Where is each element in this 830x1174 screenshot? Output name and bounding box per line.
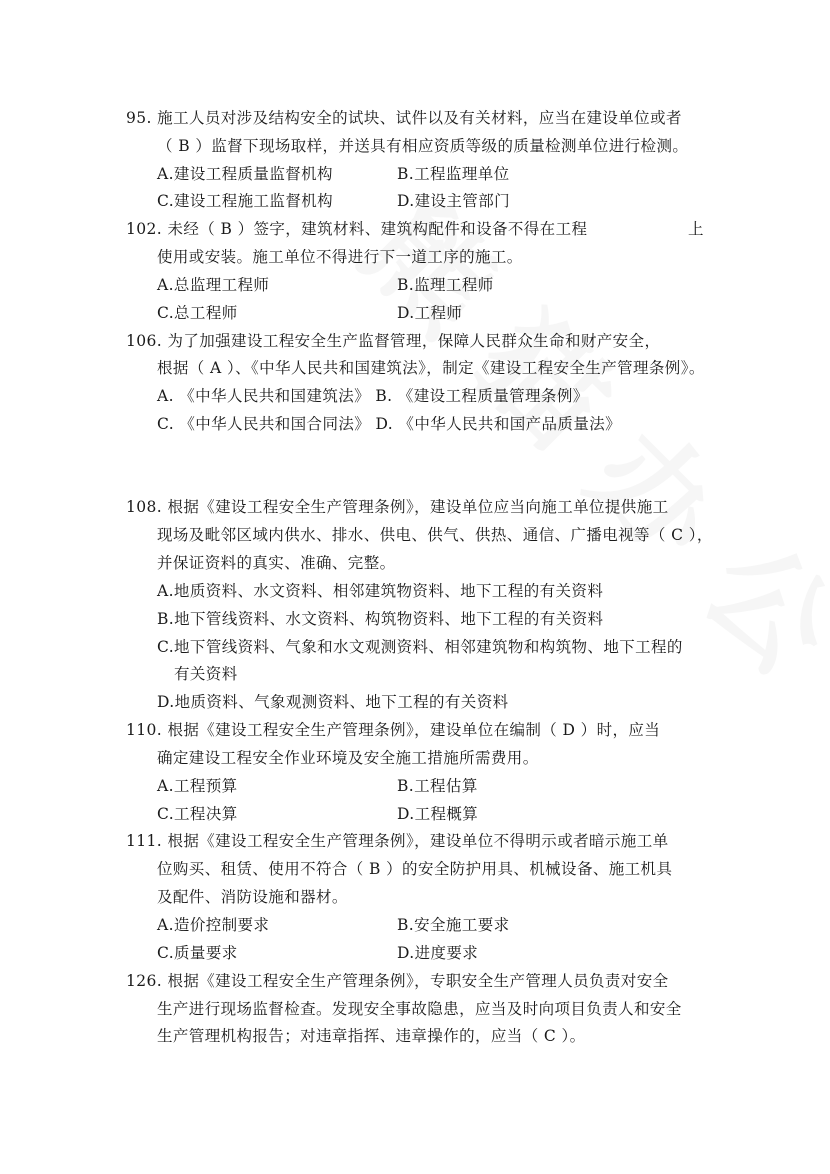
q95-option-a: A.建设工程质量监督机构 bbox=[157, 165, 333, 183]
q108-option-b: B.地下管线资料、水文资料、构筑物资料、地下工程的有关资料 bbox=[157, 610, 604, 628]
q108-option-c-cont: 有关资料 bbox=[174, 665, 238, 683]
q102-stem-line-1-end: 上 bbox=[688, 220, 704, 238]
q111-stem-line-2: 位购买、租赁、使用不符合（ B ）的安全防护用具、机械设备、施工机具 bbox=[157, 860, 673, 878]
q106-stem-line-2: 根据（ A ）、《中华人民共和国建筑法》，制定《建设工程安全生产管理条例》。 bbox=[157, 359, 705, 377]
q106-option-cd: C. 《中华人民共和国合同法》 D. 《中华人民共和国产品质量法》 bbox=[157, 415, 622, 433]
q126-stem-line-2: 生产进行现场监督检查。发现安全事故隐患，应当及时向项目负责人和安全 bbox=[157, 1000, 682, 1018]
q95-option-c: C.建设工程施工监督机构 bbox=[157, 192, 334, 210]
q95-option-d: D.建设主管部门 bbox=[397, 192, 511, 210]
q110-option-a: A.工程预算 bbox=[157, 777, 238, 795]
q126-stem-line-3: 生产管理机构报告；对违章指挥、违章操作的，应当（ C ）。 bbox=[157, 1027, 586, 1045]
q95-stem-line-2: （ B ）监督下现场取样，并送具有相应资质等级的质量检测单位进行检测。 bbox=[157, 137, 689, 155]
q126-stem-line-1: 126. 根据《建设工程安全生产管理条例》，专职安全生产管理人员负责对安全 bbox=[126, 972, 669, 990]
q108-stem-line-1: 108. 根据《建设工程安全生产管理条例》，建设单位应当向施工单位提供施工 bbox=[126, 498, 669, 516]
q108-option-a: A.地质资料、水文资料、相邻建筑物资料、地下工程的有关资料 bbox=[157, 582, 604, 600]
q102-option-b: B.监理工程师 bbox=[397, 276, 494, 294]
q108-option-c: C.地下管线资料、气象和水文观测资料、相邻建筑物和构筑物、地下工程的 bbox=[157, 638, 683, 656]
q110-option-d: D.工程概算 bbox=[397, 805, 479, 823]
q111-option-d: D.进度要求 bbox=[397, 944, 479, 962]
q108-stem-line-3: 并保证资料的真实、准确、完整。 bbox=[157, 554, 396, 572]
q106-option-ab: A. 《中华人民共和国建筑法》 B. 《建设工程质量管理条例》 bbox=[157, 387, 589, 405]
q108-option-d: D.地质资料、气象观测资料、地下工程的有关资料 bbox=[157, 693, 509, 711]
q102-stem-line-1: 102. 未经（ B ）签字，建筑材料、建筑构配件和设备不得在工程 bbox=[126, 220, 588, 238]
q111-stem-line-3: 及配件、消防设施和器材。 bbox=[157, 888, 348, 906]
q111-option-c: C.质量要求 bbox=[157, 944, 238, 962]
q102-option-a: A.总监理工程师 bbox=[157, 276, 270, 294]
q111-option-b: B.安全施工要求 bbox=[397, 916, 510, 934]
q110-option-b: B.工程估算 bbox=[397, 777, 478, 795]
q111-option-a: A.造价控制要求 bbox=[157, 916, 270, 934]
q102-option-d: D.工程师 bbox=[397, 304, 463, 322]
q110-option-c: C.工程决算 bbox=[157, 805, 238, 823]
q102-stem-line-2: 使用或安装。施工单位不得进行下一道工序的施工。 bbox=[157, 248, 523, 266]
q102-option-c: C.总工程师 bbox=[157, 304, 238, 322]
q111-stem-line-1: 111. 根据《建设工程安全生产管理条例》，建设单位不得明示或者暗示施工单 bbox=[126, 832, 669, 850]
q110-stem-line-1: 110. 根据《建设工程安全生产管理条例》，建设单位在编制（ D ）时，应当 bbox=[126, 721, 661, 739]
q95-option-b: B.工程监理单位 bbox=[397, 165, 510, 183]
q106-stem-line-1: 106. 为了加强建设工程安全生产监督管理，保障人民群众生命和财产安全， bbox=[126, 332, 661, 350]
q108-stem-line-2: 现场及毗邻区域内供水、排水、供电、供气、供热、通信、广播电视等（ C ）， bbox=[157, 526, 713, 544]
q110-stem-line-2: 确定建设工程安全作业环境及安全施工措施所需费用。 bbox=[157, 749, 539, 767]
q95-stem-line-1: 95. 施工人员对涉及结构安全的试块、试件以及有关材料，应当在建设单位或者 bbox=[126, 109, 682, 127]
